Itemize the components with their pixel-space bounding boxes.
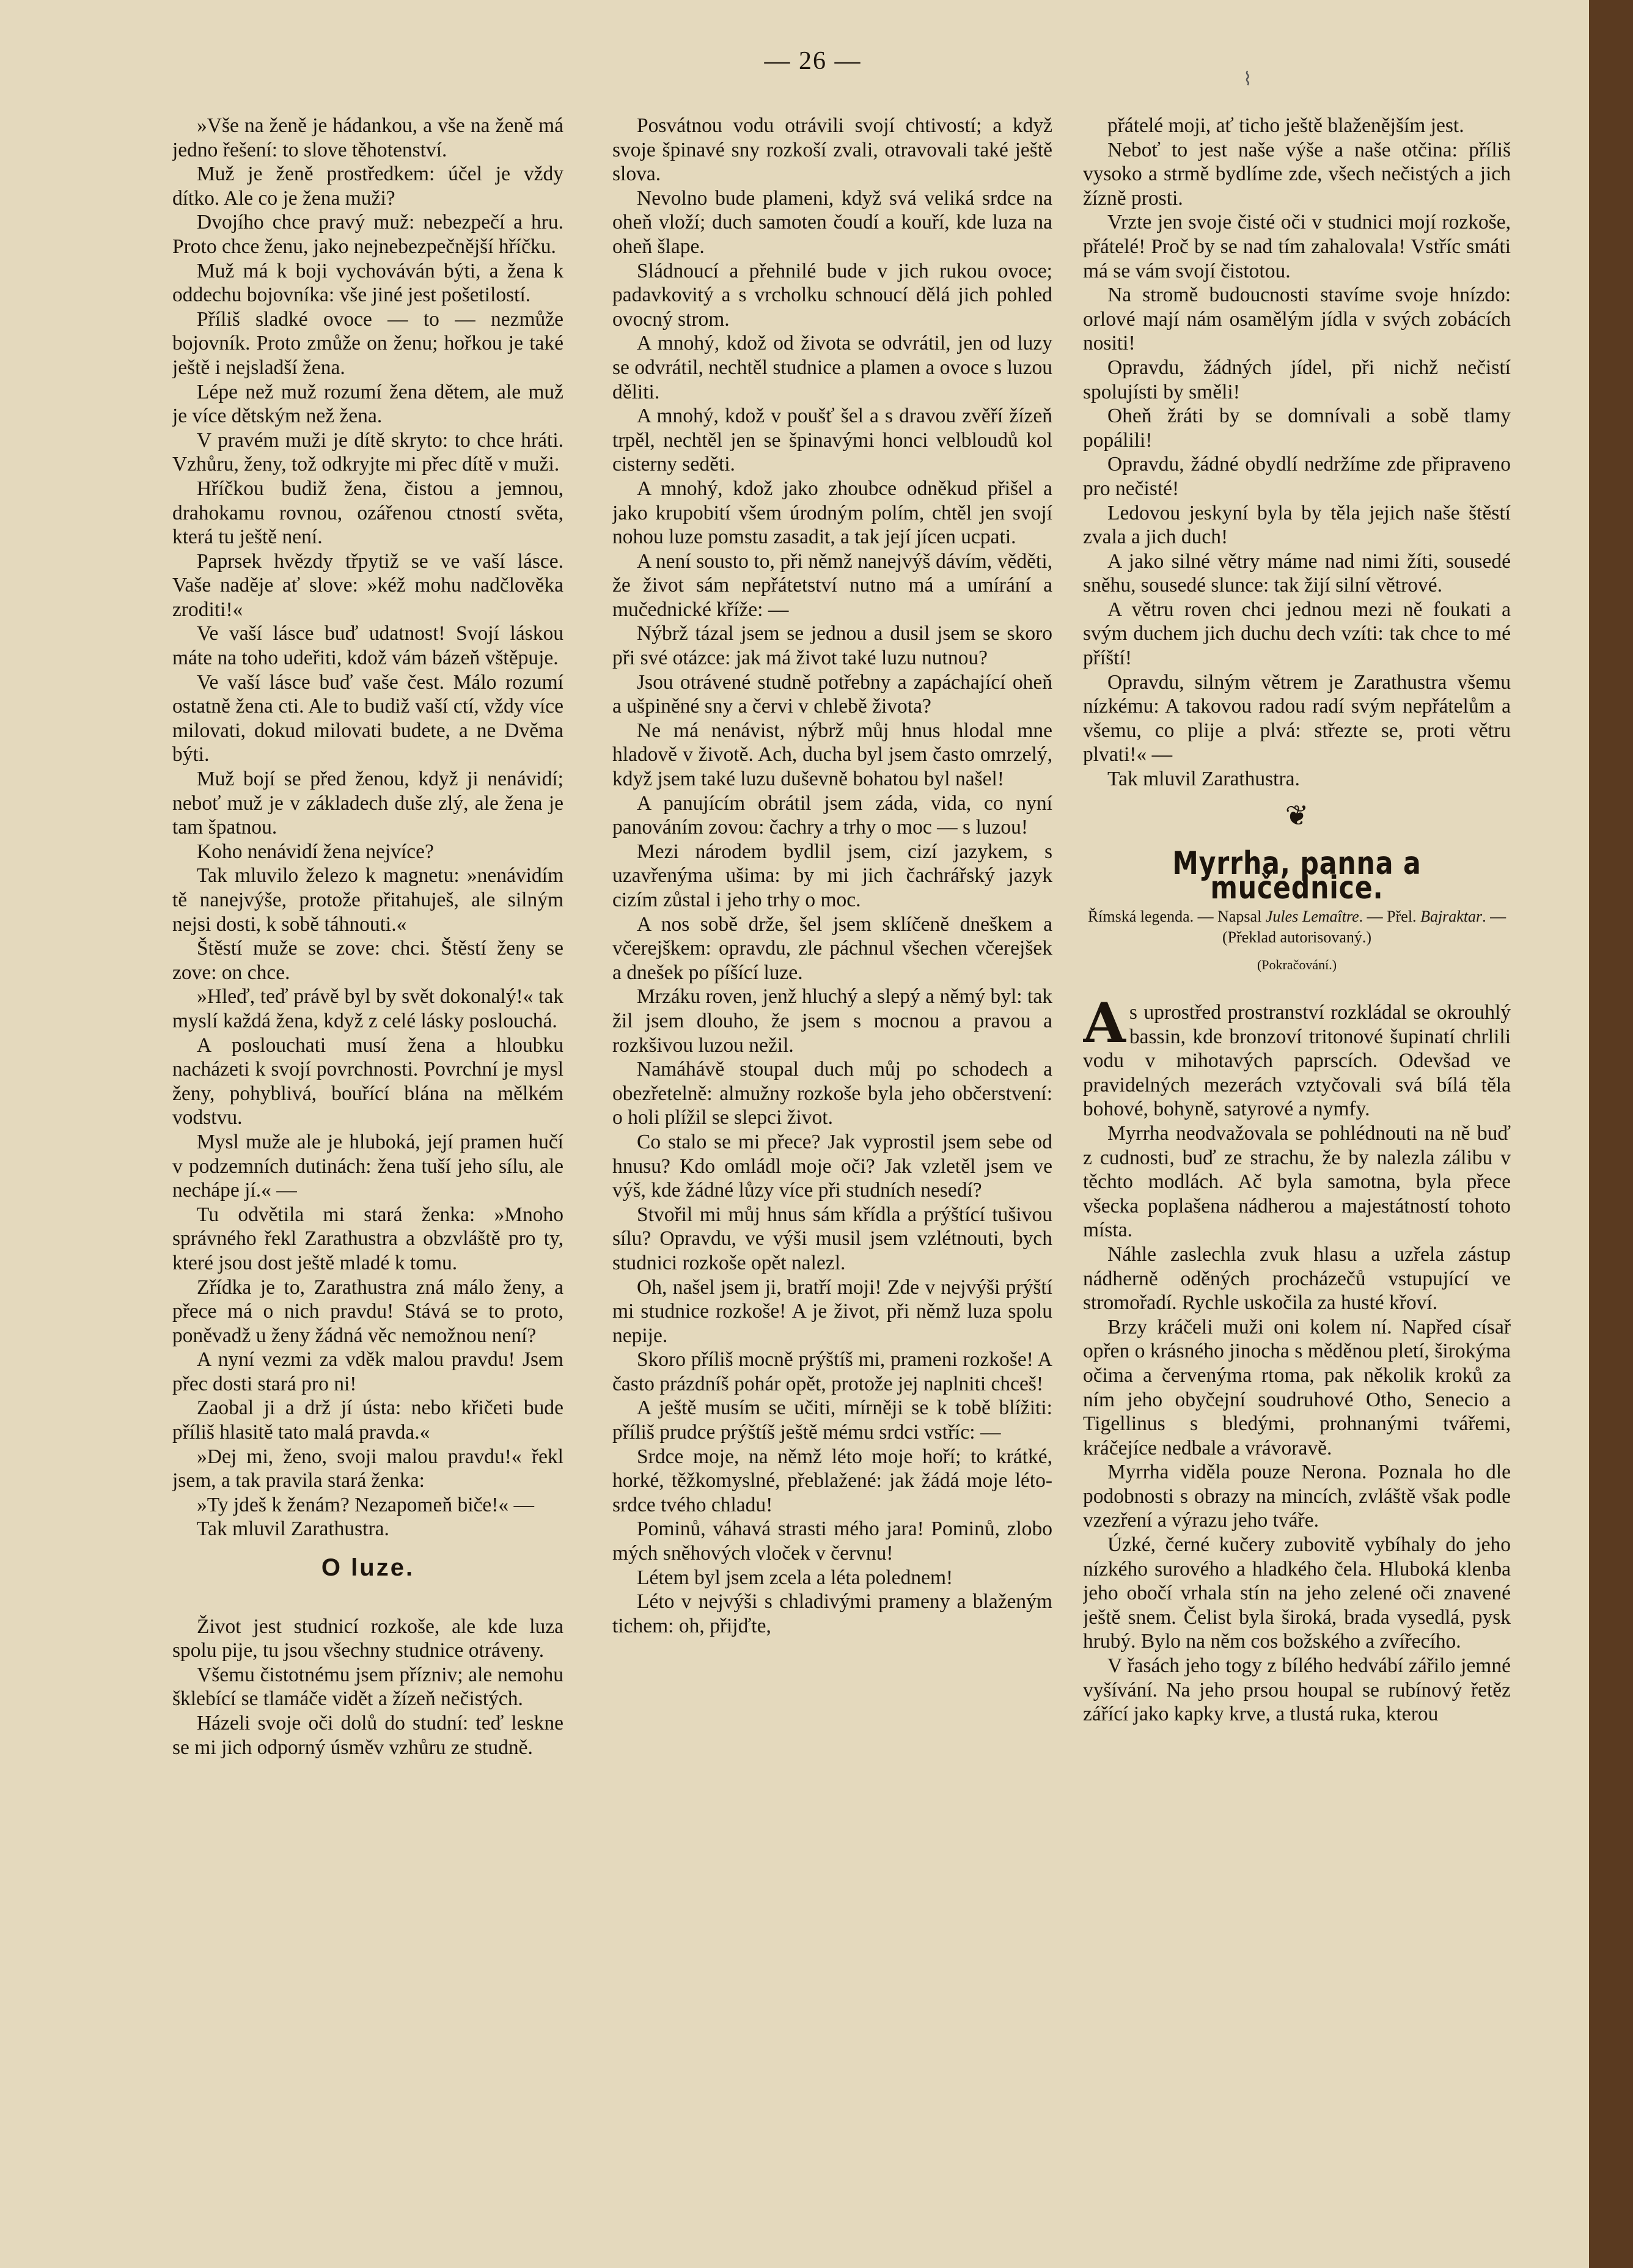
paragraph: Opravdu, žádných jídel, při nichž nečistí spolujísti by směli! <box>1083 356 1511 403</box>
paragraph: A mnohý, kdož od života se odvrátil, jen od luzy se odvrátil, nechtěl studnice a plamen a ovoce s luzou děliti. <box>612 332 1052 403</box>
print-mark: ⌇ <box>1243 69 1252 89</box>
paragraph: »Hleď, teď právě byl by svět dokonalý!« tak myslí každá žena, když z celé lásky poslouchá. <box>172 985 563 1032</box>
author-name: Jules Lemaître <box>1265 908 1359 926</box>
paragraph: Mrzáku roven, jenž hluchý a slepý a němý byl: tak žil jsem dlouho, že jsem s mocnou a pravou a rozkšivou luzou nežil. <box>612 985 1052 1057</box>
article-body <box>1083 991 1511 1727</box>
article-paragraph: V řasách jeho togy z bílého hedvábí zářilo jemné vyšívání. Na jeho prsou houpal se rubínový řetěz zářící jako kapky krve, a tlustá ruka, kterou <box>1083 1654 1511 1726</box>
paragraph: Dvojího chce pravý muž: nebezpečí a hru. Proto chce ženu, jako nejnebezpečnější hříčku. <box>172 211 563 258</box>
column-left <box>172 114 563 2216</box>
article-paragraph: Myrrha neodvažovala se pohlédnouti na ně buď z cudnosti, buď ze strachu, že by nalezla zálibu v těchto modlách. Ač byla samotna, byla přece všecka poplašena nádherou a majestátností tohoto místa. <box>1083 1121 1511 1242</box>
paragraph: Oh, našel jsem ji, bratří moji! Zde v nejvýši prýští mi studnice rozkoše! A je život, při němž luza spolu nepije. <box>612 1275 1052 1347</box>
paragraph: A mnohý, kdož v poušť šel a s dravou zvěří žízeň trpěl, nechtěl jen se špinavými honci velbloudů kol cisterny seděti. <box>612 405 1052 476</box>
paragraph: A není sousto to, při němž nanejvýš dávím, věděti, že život sám nepřátetství nutno má a umírání a mučednické kříže: — <box>612 549 1052 621</box>
paragraph: Život jest studnicí rozkoše, ale kde luza spolu pije, tu jsou všechny studnice otráveny. <box>172 1615 563 1662</box>
article-subtitle <box>1083 906 1511 948</box>
paragraph: Mysl muže ale je hluboká, její pramen hučí v podzemních dutinách: žena tuší jeho sílu, ale nechápe jí.« — <box>172 1130 563 1202</box>
right-paragraphs <box>1083 114 1511 791</box>
paragraph: Neboť to jest naše výše a naše otčina: příliš vysoko a strmě bydlíme zde, všech nečistých a jich žízně prosti. <box>1083 138 1511 210</box>
paragraph: Posvátnou vodu otrávili svojí chtivostí; a když svoje špinavé sny rozkoší zvali, otravovali také ještě slova. <box>612 114 1052 186</box>
paragraph: Sládnoucí a přehnilé bude v jich rukou ovoce; padavkovitý a s vrcholku schnoucí dělá jich pohled ovocný strom. <box>612 259 1052 331</box>
paragraph: Tak mluvilo železo k magnetu: »nenávidím tě nanejvýše, protože přitahuješ, ale silným nejsi dosti, k sobě táhnouti.« <box>172 864 563 936</box>
article-paragraph: Náhle zaslechla zvuk hlasu a uzřela zástup nádherně oděných procházečů vstupující ve stromořadí. Rychle uskočila za husté křoví. <box>1083 1242 1511 1315</box>
paragraph: Zřídka je to, Zarathustra zná málo ženy, a přece má o nich pravdu! Stává se to proto, poněvadž u ženy žádná věc nemožnou není? <box>172 1275 563 1347</box>
paragraph: Pominů, váhavá strasti mého jara! Pominů, zlobo mých sněhových vloček v červnu! <box>612 1518 1052 1565</box>
paragraph: Všemu čistotnému jsem přízniv; ale nemohu šklebící se tlamáče vidět a žízeň nečistých. <box>172 1663 563 1711</box>
paragraph: Tak mluvil Zarathustra. <box>197 1518 389 1541</box>
paragraph: »Dej mi, ženo, svoji malou pravdu!« řekl jsem, a tak pravila stará ženka: <box>172 1445 563 1492</box>
paragraph: Jsou otrávené studně potřebny a zapáchající oheň a ušpiněné sny a červi v chlebě života? <box>612 670 1052 718</box>
paragraph: Štěstí muže se zove: chci. Štěstí ženy se zove: on chce. <box>172 937 563 984</box>
column-middle <box>612 114 1052 2216</box>
subtitle-lead: Římská legenda. — Napsal <box>1087 908 1262 926</box>
continued-note: (Pokračování.) <box>1257 957 1337 973</box>
paragraph: Příliš sladké ovoce — to — nezmůže bojovník. Proto zmůže on ženu; hořkou je také ještě i nejsladší žena. <box>172 307 563 379</box>
paragraph: Muž je ženě prostředkem: účel je vždy dítko. Ale co je žena muži? <box>172 163 563 210</box>
subtitle-tail: . — (Překlad autorisovaný.) <box>1222 908 1506 947</box>
paragraph: A nyní vezmi za vděk malou pravdu! Jsem přec dosti stará pro ni! <box>172 1348 563 1395</box>
paragraph: Namáhávě stoupal duch můj po schodech a obezřetelně: almužny rozkoše byla jeho občerstvení: o holi plížil se slepci život. <box>612 1058 1052 1129</box>
article-paragraph-text: s uprostřed prostranství rozkládal se okrouhlý bassin, kde bronzoví tritonové šupinatí chrlili vodu v mihotavých paprscích. Odevšad ve pravidelných mezerách vztyčovali svá bílá těla bohové, bohyně, satyrové a nymfy. <box>1083 1001 1511 1121</box>
paragraph: Koho nenávidí žena nejvíce? <box>197 840 434 863</box>
article-paragraph: Úzké, černé kučery zubovitě vybíhaly do jeho nízkého surového a hladkého čela. Hluboká klenba jeho obočí vrhala stín na jeho zelené oči znavené ještě snem. Čelist byla široká, brada vysedlá, pysk hrubý. Bylo na něm cos božského a zvířecího. <box>1083 1533 1511 1653</box>
paragraph: Léto v nejvýši s chladivými prameny a blaženým tichem: oh, přijďte, <box>612 1590 1052 1637</box>
left-after-heading <box>172 1615 563 1760</box>
paragraph: Opravdu, žádné obydlí nedržíme zde připraveno pro nečisté! <box>1083 453 1511 500</box>
paragraph: A větru roven chci jednou mezi ně foukati a svým duchem jich duchu dech vzíti: tak chce to mé příští! <box>1083 598 1511 670</box>
paragraph: A poslouchati musí žena a hloubku nacházeti k svojí povrchnosti. Povrchní je mysl ženy, pohyblivá, bouřící blána na mělkém vodstvu. <box>172 1033 563 1129</box>
paragraph: Paprsek hvězdy třpytiž se ve vaší lásce. Vaše naděje ať slove: »kéž mohu nadčlověka zroditi!« <box>172 549 563 621</box>
paragraph: Házeli svoje oči dolů do studní: teď leskne se mi jich odporný úsměv vzhůru ze studně. <box>172 1712 563 1759</box>
paragraph: Zaobal ji a drž jí ústa: nebo křičeti bude příliš hlasitě tato malá pravda.« <box>172 1396 563 1444</box>
paragraph: Co stalo se mi přece? Jak vyprostil jsem sebe od hnusu? Kdo omládl moje oči? Jak vzletěl jsem ve výš, kde žádné lůzy více při studních nesedí? <box>612 1130 1052 1202</box>
paragraph: Stvořil mi můj hnus sám křídla a prýštící tušivou sílu? Opravdu, ve výši musil jsem vzlétnouti, bych studnici rozkoše opět nalezl. <box>612 1203 1052 1274</box>
paragraph: přátelé moji, ať ticho ještě blaženějším jest. <box>1107 114 1464 137</box>
paragraph: A jako silné větry máme nad nimi žíti, sousedé sněhu, sousedé slunce: tak žijí silní větrové. <box>1083 549 1511 597</box>
paragraph: Nevolno bude plameni, když svá veliká srdce na oheň vloží; duch samoten čoudí a kouří, kde luza na oheň šlape. <box>612 186 1052 258</box>
paragraph: Ve vaší lásce buď vaše čest. Málo rozumí ostatně žena cti. Ale to budiž vaší ctí, vždy více milovati, dokud milovati budete, a ne Dvěma býti. <box>172 670 563 766</box>
translator-name: Bajraktar <box>1420 908 1483 926</box>
paragraph: Na stromě budoucnosti stavíme svoje hnízdo: orlové mají nám osamělým jídla v svých zobácích nositi! <box>1083 284 1511 355</box>
article-paragraph: Myrrha viděla pouze Nerona. Poznala ho dle podobnosti s obrazy na mincích, zvláště však podle vzezření a výrazu jeho tváře. <box>1083 1461 1511 1532</box>
ornament-icon: ❦ <box>1285 799 1309 831</box>
article-paragraph: Brzy kráčeli muži oni kolem ní. Napřed císař opřen o krásného jinocha s měděnou pletí, širokýma očima a červenýma rtoma, pak několik kroků za ním jeho obyčejní soudruhové Otho, Senecio a Tigellinus s bledými, prohnanými tvářemi, kráčejíce nedbale a vrávoravě. <box>1083 1315 1511 1459</box>
paragraph: Srdce moje, na němž léto moje hoří; to krátké, horké, těžkomyslné, přeblažené: jak žádá moje léto-srdce tvého chladu! <box>612 1445 1052 1516</box>
section-heading: O luze. <box>321 1554 415 1582</box>
paragraph: Ne má nenávist, nýbrž můj hnus hlodal mne hladově v životě. Ach, ducha byl jsem často omrzelý, když jsem také luzu duševně bohatou byl našel! <box>612 719 1052 791</box>
page-number: — 26 — <box>764 47 862 75</box>
paragraph: Tak mluvil Zarathustra. <box>1107 768 1300 791</box>
middle-paragraphs <box>612 114 1052 1638</box>
paragraph: Muž má k boji vychováván býti, a žena k oddechu bojovníka: vše jiné jest pošetilostí. <box>172 259 563 307</box>
paragraph: »Vše na ženě je hádankou, a vše na ženě má jedno řešení: to slove těhotenství. <box>172 114 563 161</box>
subtitle-mid: . — Přel. <box>1359 908 1417 926</box>
article-title: Myrrha, panna a mučednice. <box>1172 845 1422 906</box>
paragraph: Ledovou jeskyní byla by těla jejich naše štěstí zvala a jich duch! <box>1083 501 1511 549</box>
paragraph: Oheň žráti by se domnívali a sobě tlamy popálili! <box>1083 405 1511 452</box>
drop-cap: A <box>1083 991 1126 1055</box>
paragraph: Ve vaší lásce buď udatnost! Svojí láskou máte na toho udeřiti, kdož vám bázeň vštěpuje. <box>172 622 563 670</box>
paragraph: Hříčkou budiž žena, čistou a jemnou, drahokamu rovnou, ozářenou ctností světa, která tu ještě není. <box>172 477 563 549</box>
paragraph: A panujícím obrátil jsem záda, vida, co nyní panováním zovou: čachry a trhy o moc — s luzou! <box>612 791 1052 839</box>
paragraph: A nos sobě drže, šel jsem sklíčeně dneškem a včerejškem: opravdu, zle páchnul všechen včerejšek a dnešek po píšící luze. <box>612 912 1052 984</box>
article-paragraph <box>1083 991 1511 1121</box>
paragraph: A mnohý, kdož jako zhoubce odněkud přišel a jako krupobití všem úrodným polím, chtěl jen svojí nohou luze pomstu zasadit, a tak její jícen ucpati. <box>612 477 1052 549</box>
column-right <box>1083 114 1511 2216</box>
paragraph: Tu odvětila mi stará ženka: »Mnoho správného řekl Zarathustra a obzvláště pro ty, které jsou dost ještě mladé k tomu. <box>172 1203 563 1274</box>
paragraph: A ještě musím se učiti, mírněji se k tobě blížiti: příliš prudce prýštíš ještě mému srdci vstříc: — <box>612 1396 1052 1444</box>
paragraph: Lépe než muž rozumí žena dětem, ale muž je více dětským než žena. <box>172 380 563 428</box>
paragraph: Létem byl jsem zcela a léta polednem! <box>637 1566 953 1589</box>
paragraph: Opravdu, silným větrem je Zarathustra všemu nízkému: A takovou radou radí svým nepřátelům a všemu, co plije a plvá: střezte se, proti větru plvati!« — <box>1083 670 1511 766</box>
paragraph: Vrzte jen svoje čisté oči v studnici mojí rozkoše, přátelé! Proč by se nad tím zahalovala! Vstříc smáti má se vám svojí čistotou. <box>1083 211 1511 282</box>
paragraph: V pravém muži je dítě skryto: to chce hráti. Vzhůru, ženy, tož odkryjte mi přec dítě v muži. <box>172 428 563 476</box>
paragraph: Muž bojí se před ženou, když ji nenávidí; neboť muž je v základech duše zlý, ale žena je tam špatnou. <box>172 768 563 839</box>
paragraph: Skoro příliš mocně prýštíš mi, prameni rozkoše! A často prázdníš pohár opět, protože jej naplniti chceš! <box>612 1348 1052 1395</box>
paragraph: Nýbrž tázal jsem se jednou a dusil jsem se skoro při své otázce: jak má život také luzu nutnou? <box>612 622 1052 670</box>
paragraph: Mezi národem bydlil jsem, cizí jazykem, s uzavřenýma ušima: by mi jich čachrářský jazyk cizím zůstal i jeho trhy o moc. <box>612 840 1052 911</box>
left-paragraphs <box>172 114 563 1541</box>
paragraph: »Ty jdeš k ženám? Nezapomeň biče!« — <box>197 1493 535 1516</box>
